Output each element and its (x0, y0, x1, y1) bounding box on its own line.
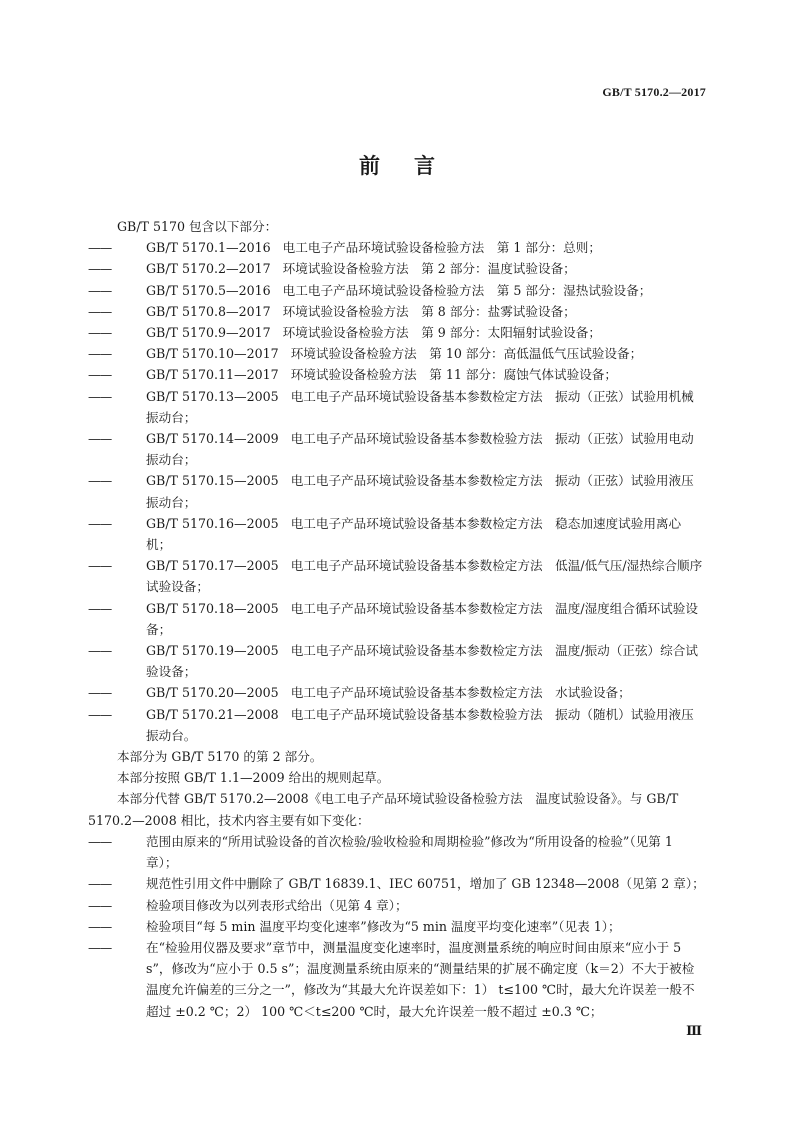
change-text: 检验项目修改为以列表形式给出（见第 4 章）； (146, 897, 408, 913)
part-code: GB/T 5170.14—2009 (146, 431, 279, 447)
title-char-1: 前 (359, 154, 380, 178)
dash-mark: —— (88, 240, 112, 256)
change-item (88, 831, 706, 873)
part-title: 环境试验设备检验方法 第 11 部分：腐蚀气体试验设备； (290, 367, 617, 383)
part-title: 电工电子产品环境试验设备基本参数检验方法 振动（正弦）试验用电动振动台； (146, 431, 694, 468)
statement-replace: 本部分代替 GB/T 5170.2—2008《电工电子产品环境试验设备检验方法 温度试验设备》。与 GB/T 5170.2—2008 相比，技术内容主要有如下变化： (88, 791, 679, 828)
dash-mark: —— (88, 643, 112, 659)
part-code: GB/T 5170.9—2017 (146, 325, 271, 341)
part-item (88, 470, 706, 512)
dash-mark: —— (88, 706, 112, 722)
dash-mark: —— (88, 939, 112, 955)
part-item (88, 513, 706, 555)
part-code: GB/T 5170.19—2005 (146, 643, 279, 659)
part-item (88, 704, 706, 746)
change-text: 范围由原来的“所用试验设备的首次检验/验收检验和周期检验”修改为“所用设备的检验”（见第 1 章）； (146, 833, 673, 871)
dash-mark: —— (88, 876, 112, 892)
dash-mark: —— (88, 388, 112, 404)
part-title: 环境试验设备检验方法 第 9 部分：太阳辐射试验设备； (282, 325, 601, 341)
part-code: GB/T 5170.16—2005 (146, 515, 279, 531)
statement-part: 本部分为 GB/T 5170 的第 2 部分。 (117, 749, 323, 765)
part-code: GB/T 5170.13—2005 (146, 388, 279, 404)
dash-mark: —— (88, 600, 112, 616)
part-title: 环境试验设备检验方法 第 8 部分：盐雾试验设备； (282, 303, 576, 319)
part-item (88, 301, 706, 322)
dash-mark: —— (88, 558, 112, 574)
change-item (88, 937, 706, 1022)
part-code: GB/T 5170.21—2008 (146, 706, 279, 722)
dash-mark: —— (88, 325, 112, 341)
change-item (88, 895, 706, 916)
part-title: 环境试验设备检验方法 第 10 部分：高低温低气压试验设备； (290, 346, 643, 362)
dash-mark: —— (88, 282, 112, 298)
part-title: 电工电子产品环境试验设备检验方法 第 1 部分：总则； (282, 240, 601, 256)
part-code: GB/T 5170.10—2017 (146, 346, 279, 362)
page-title (0, 150, 794, 180)
part-title: 电工电子产品环境试验设备基本参数检定方法 温度/湿度组合循环试验设备； (146, 600, 698, 637)
change-text: 在“检验用仪器及要求”章节中，测量温度变化速率时，温度测量系统的响应时间由原来“应小于 5 s”，修改为“应小于 0.5 s”；温度测量系统由原来的“测量结果的扩展不确定度（k＝2）不大于被检温度允许偏差的三分之一”，修改为“其最大允许误差如下：1） t≤100 ℃时，最大允许误差一般不超过 ±0.2 ℃；2） 100 ℃＜t≤200 ℃时，最大允许误差一般不超过 ±0.3 ℃； (146, 939, 695, 1019)
part-item (88, 555, 706, 597)
part-code: GB/T 5170.15—2005 (146, 473, 279, 489)
part-title: 电工电子产品环境试验设备基本参数检定方法 振动（正弦）试验用机械振动台； (146, 388, 694, 425)
part-item (88, 343, 706, 364)
part-title: 电工电子产品环境试验设备基本参数检定方法 稳态加速度试验用离心机； (146, 515, 682, 553)
dash-mark: —— (88, 261, 112, 277)
dash-mark: —— (88, 473, 112, 489)
part-code: GB/T 5170.1—2016 (146, 240, 271, 256)
part-item (88, 640, 706, 682)
dash-mark: —— (88, 515, 112, 531)
change-item (88, 916, 706, 937)
change-text: 规范性引用文件中删除了 GB/T 16839.1、IEC 60751，增加了 GB 12348—2008（见第 2 章）； (146, 876, 705, 892)
part-code: GB/T 5170.2—2017 (146, 261, 271, 277)
part-item (88, 386, 706, 428)
change-text: 检验项目“每 5 min 温度平均变化速率”修改为“5 min 温度平均变化速率”（见表 1）； (146, 918, 621, 934)
standard-code-header: GB/T 5170.2—2017 (602, 85, 706, 99)
part-title: 电工电子产品环境试验设备基本参数检定方法 温度/振动（正弦）综合试验设备； (146, 643, 698, 680)
change-item (88, 873, 706, 894)
part-item (88, 322, 706, 343)
page-number: Ⅲ (686, 1023, 702, 1038)
part-item (88, 280, 706, 301)
part-title: 电工电子产品环境试验设备基本参数检定方法 水试验设备； (290, 685, 631, 701)
part-code: GB/T 5170.17—2005 (146, 558, 279, 574)
dash-mark: —— (88, 303, 112, 319)
dash-mark: —— (88, 918, 112, 934)
part-code: GB/T 5170.20—2005 (146, 685, 279, 701)
part-code: GB/T 5170.5—2016 (146, 282, 271, 298)
part-title: 电工电子产品环境试验设备基本参数检定方法 振动（正弦）试验用液压振动台； (146, 473, 694, 510)
part-item (88, 258, 706, 279)
part-title: 环境试验设备检验方法 第 2 部分：温度试验设备； (282, 261, 576, 277)
part-item (88, 682, 706, 703)
dash-mark: —— (88, 897, 112, 913)
dash-mark: —— (88, 367, 112, 383)
part-item (88, 237, 706, 258)
changes-list (88, 831, 706, 1022)
part-code: GB/T 5170.11—2017 (146, 367, 279, 383)
intro-line: GB/T 5170 包含以下部分： (117, 219, 278, 234)
dash-mark: —— (88, 431, 112, 447)
part-code: GB/T 5170.18—2005 (146, 600, 279, 616)
part-item (88, 598, 706, 640)
dash-mark: —— (88, 346, 112, 362)
part-code: GB/T 5170.8—2017 (146, 303, 271, 319)
statement-rules: 本部分按照 GB/T 1.1—2009 给出的规则起草。 (117, 770, 390, 786)
dash-mark: —— (88, 833, 112, 849)
part-title: 电工电子产品环境试验设备基本参数检定方法 低温/低气压/湿热综合顺序试验设备； (146, 558, 703, 595)
part-title: 电工电子产品环境试验设备基本参数检验方法 振动（随机）试验用液压振动台。 (146, 706, 694, 743)
parts-list (88, 237, 706, 746)
part-title: 电工电子产品环境试验设备检验方法 第 5 部分：湿热试验设备； (282, 282, 652, 298)
title-char-2: 言 (414, 154, 435, 178)
foreword-body (88, 216, 706, 1022)
dash-mark: —— (88, 685, 112, 701)
part-item (88, 428, 706, 470)
part-item (88, 364, 706, 385)
